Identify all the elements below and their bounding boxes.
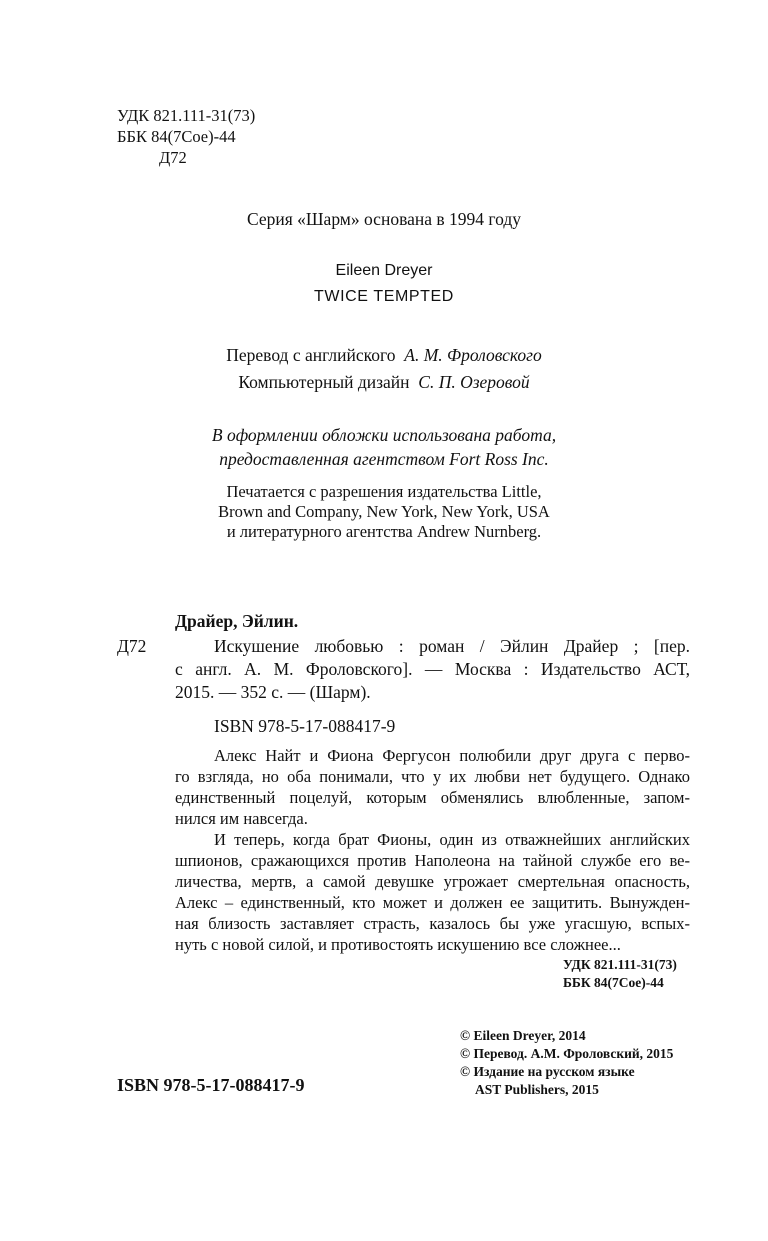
cover-note-line: В оформлении обложки использована работа, — [211, 425, 557, 445]
annotation-line: личества, мертв, а самой девушке угрожает смертельная опасность, — [175, 872, 690, 891]
permission-line: Печатается с разрешения издательства Little, — [226, 482, 542, 501]
annotation-line: нился им навсегда. — [175, 809, 308, 828]
annotation-line: го взгляда, но оба понимали, что у их любви нет будущего. Однако — [175, 767, 690, 786]
copyright-line: © Eileen Dreyer, 2014 — [460, 1028, 586, 1043]
copyright-line: © Издание на русском языке — [460, 1064, 635, 1079]
annotation-line: И теперь, когда брат Фионы, один из отважнейших английских — [214, 830, 690, 849]
copyright-line: AST Publishers, 2015 — [475, 1082, 599, 1097]
original-author: Eileen Dreyer — [335, 262, 433, 279]
cover-note-line: предоставленная агентством Fort Ross Inc. — [219, 449, 549, 469]
catalog-line: с англ. А. М. Фроловского]. — Москва : Издательство АСТ, — [175, 659, 690, 679]
annotation-line: нуть с новой силой, и противостоять искушению все сложнее... — [175, 935, 621, 954]
copyright-line: © Перевод. А.М. Фроловский, 2015 — [460, 1046, 674, 1061]
original-title: TWICE TEMPTED — [314, 288, 454, 305]
annotation-line: ная близость заставляет страсть, казалось бы уже угасшую, вспых- — [175, 914, 690, 933]
catalog-line: 2015. — 352 с. — (Шарм). — [175, 682, 371, 702]
catalog-line: Искушение любовью : роман / Эйлин Драйер ; [пер. — [214, 636, 690, 656]
annotation-line: Алекс – единственный, кто может и должен ее защитить. Вынужден- — [175, 893, 690, 912]
catalog-isbn: ISBN 978-5-17-088417-9 — [214, 716, 396, 736]
designer-name: С. П. Озеровой — [418, 372, 530, 392]
translation-label: Перевод с английского — [226, 345, 396, 365]
annotation-line: шпионов, сражающихся против Наполеона на тайной службе его ве- — [175, 851, 690, 870]
author-mark: Д72 — [159, 148, 187, 167]
permission-line: Brown and Company, New York, New York, USA — [218, 502, 550, 521]
bottom-isbn: ISBN 978-5-17-088417-9 — [117, 1075, 305, 1095]
translator-name: А. М. Фроловского — [404, 345, 542, 365]
footer-udk-code: УДК 821.111-31(73) — [563, 957, 677, 972]
permission-line: и литературного агентства Andrew Nurnberg. — [226, 522, 542, 541]
catalog-heading: Драйер, Эйлин. — [175, 611, 299, 631]
design-label: Компьютерный дизайн — [238, 372, 410, 392]
series-line: Серия «Шарм» основана в 1994 году — [246, 209, 522, 229]
bbk-code: ББК 84(7Сое)-44 — [117, 127, 236, 146]
catalog-mark: Д72 — [117, 636, 147, 656]
annotation-line: Алекс Найт и Фиона Фергусон полюбили друг друга с перво- — [214, 746, 690, 765]
udk-code: УДК 821.111-31(73) — [117, 106, 256, 125]
annotation-line: единственный поцелуй, которым обменялись влюбленные, запом- — [175, 788, 690, 807]
footer-bbk-code: ББК 84(7Сое)-44 — [563, 975, 664, 990]
design-credit — [0, 372, 768, 393]
translation-credit — [0, 345, 768, 366]
